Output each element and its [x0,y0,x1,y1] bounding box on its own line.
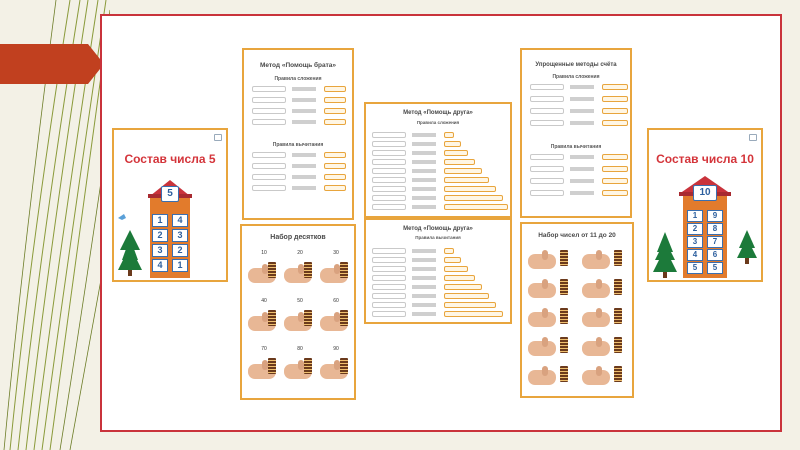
example-box [372,150,406,156]
cell: 1 [172,259,188,272]
counting-sticks [560,308,568,324]
example-box [372,141,406,147]
rule-text [412,142,436,146]
section-title: Правила сложения [416,120,460,125]
example-box [372,132,406,138]
cell: 3 [152,244,168,257]
example-box [530,108,564,114]
result-box [444,150,468,156]
tens-label: 40 [261,298,267,304]
result-box [444,302,496,308]
cell: 8 [707,223,723,235]
tens-label: 20 [297,250,303,256]
rule-text [570,109,594,113]
card-pomosh-druga-sub [364,218,512,324]
rule-table [252,86,350,136]
example-box [372,293,406,299]
result-box [444,132,454,138]
result-box [324,86,346,92]
rule-text [570,121,594,125]
cell: 4 [172,214,188,227]
result-box [444,284,482,290]
hand-illustration [582,312,610,327]
rule-row [372,132,510,138]
rule-row [372,302,510,308]
rule-table [530,84,628,140]
result-box [324,185,346,191]
example-box [372,204,406,210]
rule-row [372,248,510,254]
result-box [602,84,628,90]
rule-row [372,159,510,165]
example-box [372,266,406,272]
result-box [444,168,482,174]
counting-sticks [268,310,276,326]
tens-label: 30 [333,250,339,256]
result-box [444,248,454,254]
example-box [372,311,406,317]
section-title: Правила вычитания [550,144,602,150]
result-box [324,174,346,180]
section-title: Правила сложения [552,74,600,80]
example-box [530,190,564,196]
rule-text [570,179,594,183]
card-title: Метод «Помощь брата» [259,62,337,69]
example-box [372,248,406,254]
counting-sticks [268,262,276,278]
house-illustration [114,168,226,280]
result-box [324,108,346,114]
rule-row [372,141,510,147]
counting-sticks [304,310,312,326]
counting-sticks [614,279,622,295]
rule-text [412,285,436,289]
hand-illustration [582,283,610,298]
example-box [252,152,286,158]
rule-row [372,293,510,299]
card-title: Упрощенные методы счёта [535,62,617,68]
rule-text [412,276,436,280]
hand-illustration [582,341,610,356]
example-box [252,86,286,92]
card-pomosh-brata [242,48,354,220]
rule-row [252,152,350,158]
hand-illustration [582,254,610,269]
result-box [444,311,503,317]
example-box [530,154,564,160]
result-box [444,159,475,165]
title-arrow-shape [0,44,104,84]
rule-text [412,196,436,200]
example-box [252,108,286,114]
rule-row [530,84,628,90]
result-box [602,96,628,102]
cell: 3 [687,236,703,248]
rule-row [372,168,510,174]
rule-row [372,186,510,192]
cell: 6 [707,249,723,261]
rule-text [570,167,594,171]
section-title: Правила вычитания [415,235,461,240]
result-box [444,266,468,272]
rule-text [292,164,316,168]
rule-text [412,178,436,182]
counting-sticks [340,262,348,278]
card-pomosh-druga-add [364,102,512,218]
card-nabor-chisel-11-20 [520,222,634,398]
numbers-grid [526,246,632,394]
tens-label: 10 [261,250,267,256]
counting-sticks [560,366,568,382]
result-box [324,97,346,103]
counting-sticks [340,358,348,374]
result-box [444,195,503,201]
rule-text [292,175,316,179]
rule-row [372,257,510,263]
tens-label: 80 [297,346,303,352]
result-box [602,154,628,160]
counting-sticks [560,337,568,353]
rule-row [372,150,510,156]
logo-mark [749,134,757,141]
house-illustration [649,164,761,280]
roof-number-badge: 10 [693,185,717,201]
card-sostav-5 [112,128,228,282]
card-title: Набор десятков [270,234,326,241]
cell: 5 [687,262,703,274]
tens-grid [246,248,354,396]
example-box [252,163,286,169]
rule-text [412,258,436,262]
rule-text [412,294,436,298]
rule-text [292,109,316,113]
rule-text [412,151,436,155]
card-nabor-desyatkov [240,224,356,400]
tens-label: 60 [333,298,339,304]
rule-text [412,205,436,209]
rule-text [412,249,436,253]
cell: 3 [172,229,188,242]
rule-row [252,174,350,180]
cell: 4 [687,249,703,261]
counting-sticks [304,358,312,374]
counting-sticks [340,310,348,326]
cell: 7 [707,236,723,248]
rule-table [372,132,510,216]
rule-row [372,311,510,317]
example-box [252,174,286,180]
example-box [372,159,406,165]
poster-sheet [100,14,782,432]
rule-row [530,96,628,102]
rule-text [412,133,436,137]
counting-sticks [560,250,568,266]
cell: 1 [687,210,703,222]
rule-row [252,108,350,114]
cell: 9 [707,210,723,222]
example-box [530,96,564,102]
example-box [372,302,406,308]
rule-row [530,120,628,126]
result-box [602,190,628,196]
cell: 4 [152,259,168,272]
rule-table [252,152,350,202]
rule-table [372,248,510,322]
rule-text [570,85,594,89]
card-title: Метод «Помощь друга» [403,226,473,232]
hand-illustration [528,283,556,298]
rule-text [570,191,594,195]
rule-row [530,154,628,160]
rule-row [530,108,628,114]
example-box [372,186,406,192]
result-box [324,163,346,169]
example-box [252,97,286,103]
rule-row [252,185,350,191]
card-sostav-10 [647,128,763,282]
rule-text [292,98,316,102]
cell: 2 [152,229,168,242]
card-title: Состав числа 5 [124,152,216,166]
rule-text [292,153,316,157]
hand-illustration [528,254,556,269]
rule-text [292,87,316,91]
cell: 2 [172,244,188,257]
example-box [530,120,564,126]
result-box [602,108,628,114]
result-box [444,275,475,281]
example-box [530,166,564,172]
result-box [444,204,508,210]
rule-row [372,284,510,290]
counting-sticks [614,366,622,382]
tens-label: 90 [333,346,339,352]
result-box [444,141,461,147]
card-title: Набор чисел от 11 до 20 [538,232,616,239]
example-box [252,185,286,191]
rule-table [530,154,628,210]
rule-text [412,303,436,307]
roof-number-badge: 5 [161,186,179,202]
rule-text [292,186,316,190]
rule-row [252,163,350,169]
example-box [372,168,406,174]
hand-illustration [528,341,556,356]
result-box [602,120,628,126]
counting-sticks [304,262,312,278]
section-title: Правила сложения [274,76,322,82]
rule-text [412,312,436,316]
example-box [372,275,406,281]
rule-row [252,119,350,125]
rule-text [292,120,316,124]
tens-label: 50 [297,298,303,304]
rule-row [530,190,628,196]
logo-mark [214,134,222,141]
rule-row [372,204,510,210]
example-box [372,195,406,201]
rule-text [412,160,436,164]
tens-label: 70 [261,346,267,352]
result-box [444,186,496,192]
card-title: Метод «Помощь друга» [403,110,473,116]
hand-illustration [528,370,556,385]
rule-row [372,177,510,183]
result-box [444,177,489,183]
result-box [444,293,489,299]
rule-text [570,155,594,159]
rule-text [412,169,436,173]
hand-illustration [582,370,610,385]
example-box [252,119,286,125]
example-box [530,178,564,184]
rule-row [252,97,350,103]
result-box [444,257,461,263]
result-box [602,178,628,184]
cell: 1 [152,214,168,227]
cell: 2 [687,223,703,235]
hand-illustration [528,312,556,327]
section-title: Правила вычитания [272,142,324,148]
result-box [324,119,346,125]
cell: 5 [707,262,723,274]
rule-row [372,266,510,272]
counting-sticks [560,279,568,295]
rule-row [372,195,510,201]
result-box [324,152,346,158]
rule-row [530,178,628,184]
example-box [372,284,406,290]
example-box [372,177,406,183]
rule-text [412,267,436,271]
example-box [530,84,564,90]
card-uproshch-metody [520,48,632,218]
result-box [602,166,628,172]
counting-sticks [614,250,622,266]
rule-row [530,166,628,172]
example-box [372,257,406,263]
rule-text [570,97,594,101]
rule-row [252,86,350,92]
card-title: Состав числа 10 [656,152,754,166]
rule-text [412,187,436,191]
counting-sticks [614,308,622,324]
counting-sticks [614,337,622,353]
counting-sticks [268,358,276,374]
rule-row [372,275,510,281]
